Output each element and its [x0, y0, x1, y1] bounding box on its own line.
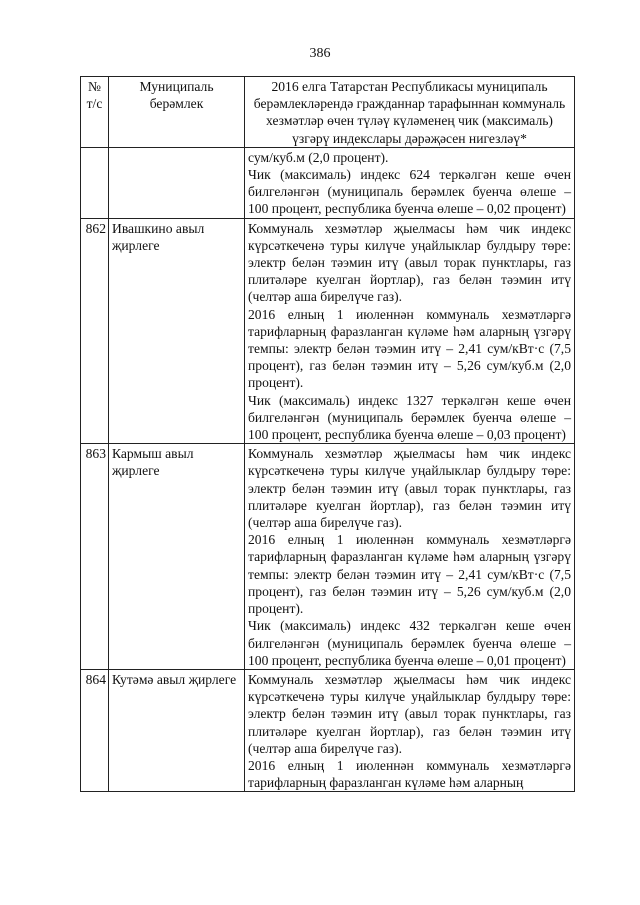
paragraph: Чик (максималь) индекс 432 теркәлгән кеше өчен билгеләнгән (муниципаль берәмлек буенча өлеше – 100 процент, республика буенча өлеше – 0,01 процент): [248, 618, 571, 668]
table-row-continuation: [81, 147, 575, 218]
paragraph: 2016 елның 1 июленнән коммуналь хезмәтләргә тарифларның фаразланган күләме һәм аларның үзгәрү темпы: электр белән тәэмин итү – 2,41 сум/кВт·с (7,5 процент), газ белән тәэмин итү – 5,26 сум/куб.м (2,0 процент).: [248, 306, 571, 391]
page-number: 386: [309, 46, 331, 61]
row-description: [245, 444, 575, 670]
paragraph: 2016 елның 1 июленнән коммуналь хезмәтләргә тарифларның фаразланган күләме һәм аларның үзгәрү темпы: электр белән тәэмин итү – 2,41 сум/кВт·с (7,5 процент), газ белән тәэмин итү – 5,26 сум/куб.м (2,0 процент).: [248, 532, 571, 617]
paragraph: Коммуналь хезмәтләр җыелмасы һәм чик индекс күрсәткеченә туры килүче уңайлыклар булдыру төре: электр белән тәэмин итү (авыл торак пунктлары, газ плитәләре куелган йортлар), газ белән тәэмин итү (челтәр аша бирелүче газ).: [248, 671, 571, 756]
row-municipality: [109, 147, 245, 218]
tariff-index-table: [80, 76, 575, 792]
row-num: [81, 147, 109, 218]
row-municipality: Ивашкино авыл җирлеге: [109, 218, 245, 444]
header-num: № т/с: [81, 77, 109, 148]
table-row: [81, 669, 575, 791]
paragraph: Коммуналь хезмәтләр җыелмасы һәм чик индекс күрсәткеченә туры килүче уңайлыклар булдыру төре: электр белән тәэмин итү (авыл торак пунктлары, газ плитәләре куелган йортлар), газ белән тәэмин итү (челтәр аша бирелүче газ).: [248, 220, 571, 305]
table-header-row: [81, 77, 575, 148]
row-description: [245, 218, 575, 444]
paragraph: сум/куб.м (2,0 процент).: [248, 149, 389, 165]
row-description: [245, 147, 575, 218]
paragraph: Чик (максималь) индекс 624 теркәлгән кеше өчен билгеләнгән (муниципаль берәмлек буенча өлеше – 100 процент, республика буенча өлеше – 0,02 процент): [248, 167, 571, 217]
row-municipality: Кутәмә авыл җирлеге: [109, 669, 245, 791]
paragraph: Коммуналь хезмәтләр җыелмасы һәм чик индекс күрсәткеченә туры килүче уңайлыклар булдыру төре: электр белән тәэмин итү (авыл торак пунктлары, газ плитәләре куелган йортлар), газ белән тәэмин итү (челтәр аша бирелүче газ).: [248, 446, 571, 531]
table-row: [81, 218, 575, 444]
paragraph: Чик (максималь) индекс 1327 теркәлгән кеше өчен билгеләнгән (муниципаль берәмлек буенча өлеше – 100 процент, республика буенча өлеше – 0,03 процент): [248, 392, 571, 443]
paragraph: 2016 елның 1 июленнән коммуналь хезмәтләргә тарифларның фаразланган күләме һәм аларның: [248, 757, 571, 791]
header-description: 2016 елга Татарстан Республикасы муниципаль берәмлекләрендә гражданнар тарафыннан коммуналь хезмәтләр өчен түләү күләменең чик (максималь) үзгәрү индекслары дәрәҗәсен нигезләү*: [245, 77, 575, 148]
row-num: 863: [81, 444, 109, 670]
row-num: 862: [81, 218, 109, 444]
header-municipality: Муниципаль берәмлек: [109, 77, 245, 148]
table-row: [81, 444, 575, 670]
row-municipality: Кармыш авыл җирлеге: [109, 444, 245, 670]
row-description: [245, 669, 575, 791]
row-num: 864: [81, 669, 109, 791]
